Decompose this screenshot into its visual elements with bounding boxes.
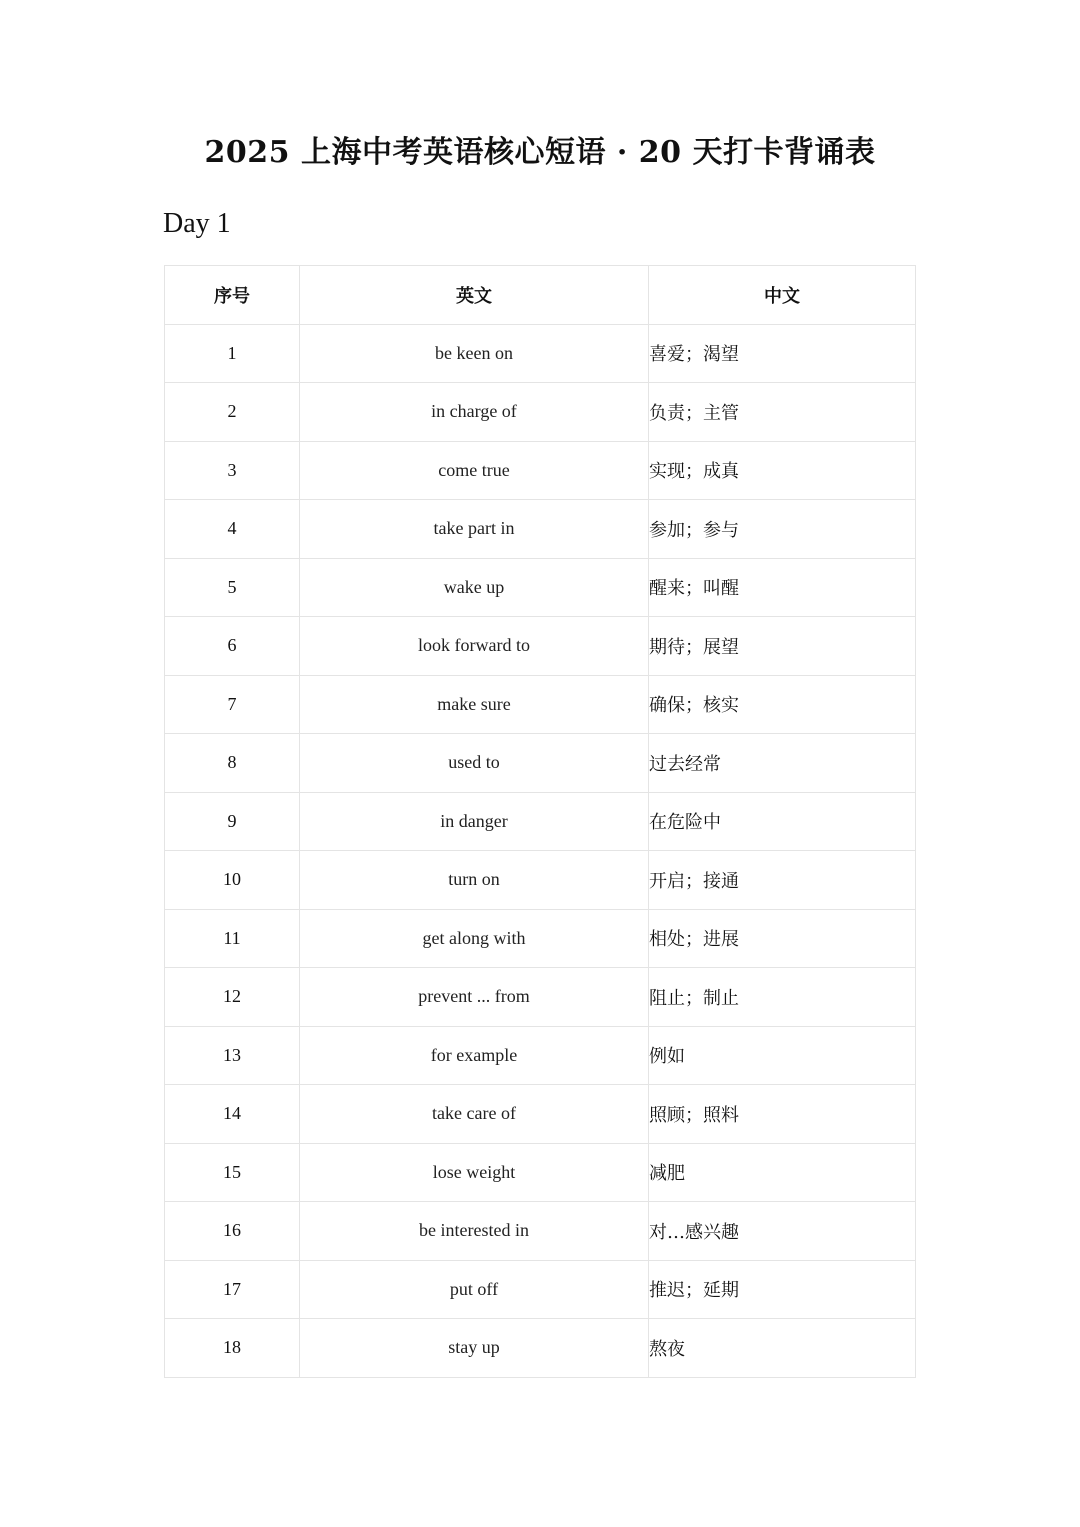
row-english: stay up	[300, 1319, 649, 1378]
row-english: make sure	[300, 675, 649, 734]
table-row	[165, 1319, 916, 1378]
row-english: in danger	[300, 792, 649, 851]
row-chinese: 照顾；照料	[649, 1085, 916, 1144]
row-english: look forward to	[300, 617, 649, 676]
row-number: 18	[165, 1319, 300, 1378]
row-number: 15	[165, 1143, 300, 1202]
table-row	[165, 675, 916, 734]
row-number: 16	[165, 1202, 300, 1261]
table-row	[165, 1260, 916, 1319]
row-chinese: 减肥	[649, 1143, 916, 1202]
row-english: be interested in	[300, 1202, 649, 1261]
table-row	[165, 500, 916, 559]
row-chinese: 负责；主管	[649, 383, 916, 442]
row-english: in charge of	[300, 383, 649, 442]
table-header-row	[165, 266, 916, 325]
row-chinese: 例如	[649, 1026, 916, 1085]
row-english: turn on	[300, 851, 649, 910]
row-chinese: 期待；展望	[649, 617, 916, 676]
row-number: 12	[165, 968, 300, 1027]
row-chinese: 参加；参与	[649, 500, 916, 559]
row-english: wake up	[300, 558, 649, 617]
table-body	[165, 324, 916, 1377]
table-row	[165, 851, 916, 910]
table-row	[165, 558, 916, 617]
row-number: 7	[165, 675, 300, 734]
row-chinese: 确保；核实	[649, 675, 916, 734]
document-title: 2025 上海中考英语核心短语 · 20 天打卡背诵表	[204, 135, 876, 170]
row-number: 3	[165, 441, 300, 500]
row-chinese: 开启；接通	[649, 851, 916, 910]
table-row	[165, 324, 916, 383]
row-number: 10	[165, 851, 300, 910]
row-number: 11	[165, 909, 300, 968]
table-row	[165, 1085, 916, 1144]
header-english: 英文	[300, 266, 649, 325]
row-number: 5	[165, 558, 300, 617]
row-number: 14	[165, 1085, 300, 1144]
row-english: used to	[300, 734, 649, 793]
row-chinese: 对…感兴趣	[649, 1202, 916, 1261]
row-chinese: 喜爱；渴望	[649, 324, 916, 383]
row-english: take part in	[300, 500, 649, 559]
row-number: 4	[165, 500, 300, 559]
table-row	[165, 441, 916, 500]
row-number: 13	[165, 1026, 300, 1085]
row-chinese: 阻止；制止	[649, 968, 916, 1027]
row-number: 8	[165, 734, 300, 793]
row-chinese: 熬夜	[649, 1319, 916, 1378]
row-number: 2	[165, 383, 300, 442]
row-english: be keen on	[300, 324, 649, 383]
row-number: 1	[165, 324, 300, 383]
header-number: 序号	[165, 266, 300, 325]
table-row	[165, 383, 916, 442]
row-chinese: 实现；成真	[649, 441, 916, 500]
table-row	[165, 617, 916, 676]
row-chinese: 醒来；叫醒	[649, 558, 916, 617]
row-chinese: 在危险中	[649, 792, 916, 851]
table-row	[165, 1202, 916, 1261]
row-number: 9	[165, 792, 300, 851]
row-english: come true	[300, 441, 649, 500]
table-row	[165, 734, 916, 793]
row-number: 6	[165, 617, 300, 676]
table-row	[165, 792, 916, 851]
row-english: take care of	[300, 1085, 649, 1144]
row-english: lose weight	[300, 1143, 649, 1202]
day-heading: Day 1	[163, 208, 231, 239]
row-english: prevent ... from	[300, 968, 649, 1027]
row-number: 17	[165, 1260, 300, 1319]
row-chinese: 过去经常	[649, 734, 916, 793]
row-chinese: 推迟；延期	[649, 1260, 916, 1319]
header-chinese: 中文	[649, 266, 916, 325]
table-row	[165, 909, 916, 968]
row-english: for example	[300, 1026, 649, 1085]
row-english: put off	[300, 1260, 649, 1319]
phrase-table	[164, 265, 916, 1378]
table-row	[165, 968, 916, 1027]
table-row	[165, 1143, 916, 1202]
row-english: get along with	[300, 909, 649, 968]
row-chinese: 相处；进展	[649, 909, 916, 968]
table-row	[165, 1026, 916, 1085]
